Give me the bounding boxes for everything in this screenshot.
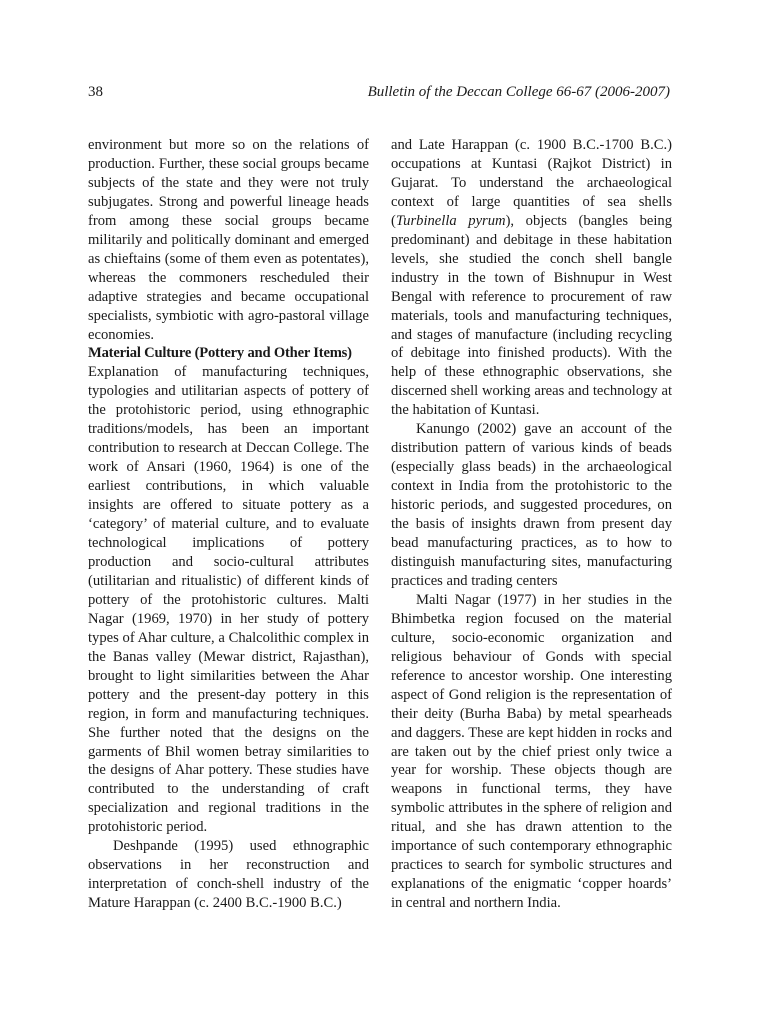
paragraph-kuntasi	[391, 136, 672, 420]
paragraph-pottery: Explanation of manufacturing techniques, typologies and utilitarian aspects of pottery of the protohistoric period, using ethnographic traditions/models, has been an important contribution to research at Deccan College. The work of Ansari (1960, 1964) is one of the earliest contributions, in which valuable insights are offered to situate pottery as a ‘category’ of material culture, and to evaluate technological implications of pottery production and socio-cultural attributes (utilitarian and ritualistic) of different kinds of pottery of the protohistoric cultures. Malti Nagar (1969, 1970) in her study of pottery types of Ahar culture, a Chalcolithic complex in the Banas valley (Mewar district, Rajasthan), brought to light similarities between the Ahar pottery and the present-day pottery in this region, in form and manufacturing techniques. She further noted that the designs on the garments of Bhil women betray similarities to the designs of Ahar pottery. These studies have contributed to the understanding of craft specialization and regional traditions in the protohistoric period.	[88, 364, 369, 836]
species-name: Turbinella pyrum	[395, 212, 506, 229]
page-number: 38	[88, 84, 103, 100]
paragraph-malti-nagar-gonds: Malti Nagar (1977) in her studies in the Bhimbetka region focused on the material culture, socio-economic organization and religious behaviour of Gonds with special reference to ancestor worship. One interesting aspect of Gond religion is the representation of their deity (Burha Baba) by metal spearheads and daggers. These are kept hidden in rocks and are taken out by the chief priest only twice a year for worship. These objects though are weapons in functional terms, they have symbolic attributes in the sphere of religion and ritual, and she has drawn attention to the importance of such contemporary ethnographic practices to search for symbolic structures and explanations of the enigmatic ‘copper hoards’ in central and northern India.	[391, 591, 672, 912]
running-head-title: Bulletin of the Deccan College 66-67 (2006-2007)	[367, 84, 670, 100]
paragraph-social-groups: environment but more so on the relations of production. Further, these social groups became subjects of the state and they were not truly subjugates. Strong and powerful lineage heads from among these social groups became militarily and politically dominant and emerged as chieftains (some of them even as potentates), whereas the commoners rescheduled their adaptive strategies and became occupational specialists, symbiotic with agro-pastoral village economies.	[88, 137, 369, 343]
right-column	[391, 136, 672, 913]
paragraph-kanungo: Kanungo (2002) gave an account of the distribution pattern of various kinds of beads (especially glass beads) in the archaeological context in India from the protohistoric to the historic periods, and suggested procedures, on the basis of insights drawn from present day bead manufacturing practices, as to how to distinguish manufacturing sites, manufacturing practices and trading centers	[391, 421, 672, 589]
section-heading-material-culture: Material Culture (Pottery and Other Items)	[88, 345, 352, 362]
paragraph-kuntasi-text-a: and Late Harappan (c. 1900 B.C.-1700 B.C.) occupations at Kuntasi (Rajkot District) in Gujarat. To understand the archaeological context of large quantities of sea shells (	[391, 137, 672, 229]
paragraph-kuntasi-text-b: ), objects (bangles being predominant) and debitage in these habitation levels, she studied the conch shell bangle industry in the town of Bishnupur in West Bengal with reference to procurement of raw materials, tools and manufacturing techniques, and stages of manufacture (including recycling of debitage into finished products). With the help of these ethnographic observations, she discerned shell working areas and technology at the habitation of Kuntasi.	[391, 212, 672, 419]
paragraph-deshpande: Deshpande (1995) used ethnographic observations in her reconstruction and interpretation of conch-shell industry of the Mature Harappan (c. 2400 B.C.-1900 B.C.)	[88, 838, 369, 912]
left-column	[88, 136, 369, 913]
